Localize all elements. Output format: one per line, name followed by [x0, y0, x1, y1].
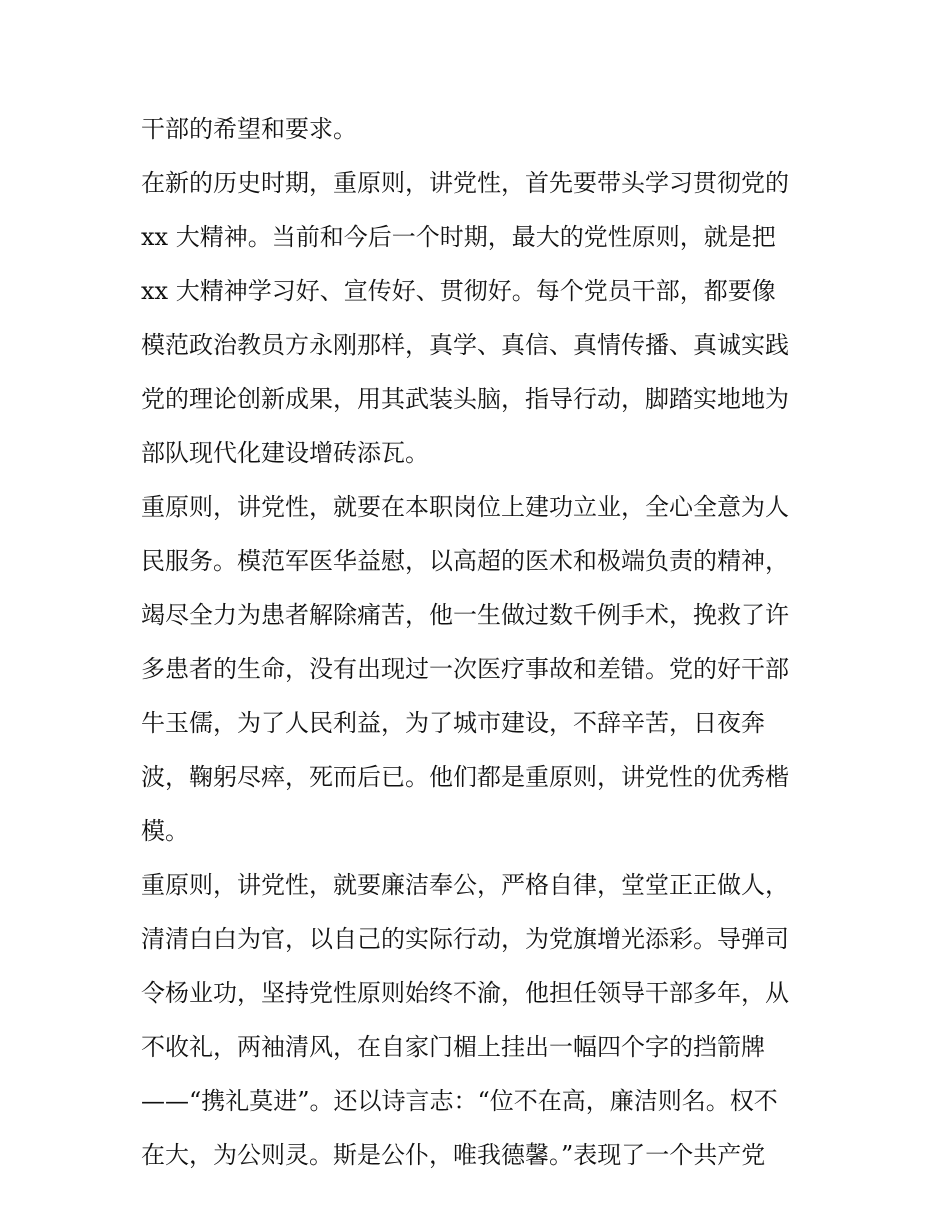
text-line: 民服务。模范军医华益慰，以高超的医术和极端负责的精神， — [141, 547, 789, 575]
text-line: 模。 — [141, 817, 189, 845]
text-line: 多患者的生命，没有出现过一次医疗事故和差错。党的好干部 — [141, 655, 789, 683]
document-body — [141, 108, 821, 1188]
text-line: 模范政治教员方永刚那样，真学、真信、真情传播、真诚实践 — [141, 331, 789, 359]
text-line: xx 大精神学习好、宣传好、贯彻好。每个党员干部，都要像 — [141, 277, 776, 305]
text-line: 在大，为公则灵。斯是公仆，唯我德馨。”表现了一个共产党 — [141, 1141, 766, 1169]
text-line: 波，鞠躬尽瘁，死而后已。他们都是重原则，讲党性的优秀楷 — [141, 763, 789, 791]
text-line: 党的理论创新成果，用其武装头脑，指导行动，脚踏实地地为 — [141, 385, 789, 413]
text-line: 重原则，讲党性，就要廉洁奉公，严格自律，堂堂正正做人， — [141, 871, 789, 899]
text-line: xx 大精神。当前和今后一个时期，最大的党性原则，就是把 — [141, 223, 776, 251]
text-line: ——“携礼莫进”。还以诗言志：“位不在高，廉洁则名。权不 — [141, 1087, 778, 1115]
text-line: 不收礼，两袖清风，在自家门楣上挂出一幅四个字的挡箭牌 — [141, 1033, 765, 1061]
text-line: 牛玉儒，为了人民利益，为了城市建设，不辞辛苦，日夜奔 — [141, 709, 765, 737]
text-line: 竭尽全力为患者解除痛苦，他一生做过数千例手术，挽救了许 — [141, 601, 789, 629]
text-line: 在新的历史时期，重原则，讲党性，首先要带头学习贯彻党的 — [141, 169, 789, 197]
text-line: 令杨业功，坚持党性原则始终不渝，他担任领导干部多年，从 — [141, 979, 789, 1007]
text-line: 清清白白为官，以自己的实际行动，为党旗增光添彩。导弹司 — [141, 925, 789, 953]
text-line: 部队现代化建设增砖添瓦。 — [141, 439, 429, 467]
text-line: 重原则，讲党性，就要在本职岗位上建功立业，全心全意为人 — [141, 493, 789, 521]
text-line: 干部的希望和要求。 — [141, 115, 357, 143]
